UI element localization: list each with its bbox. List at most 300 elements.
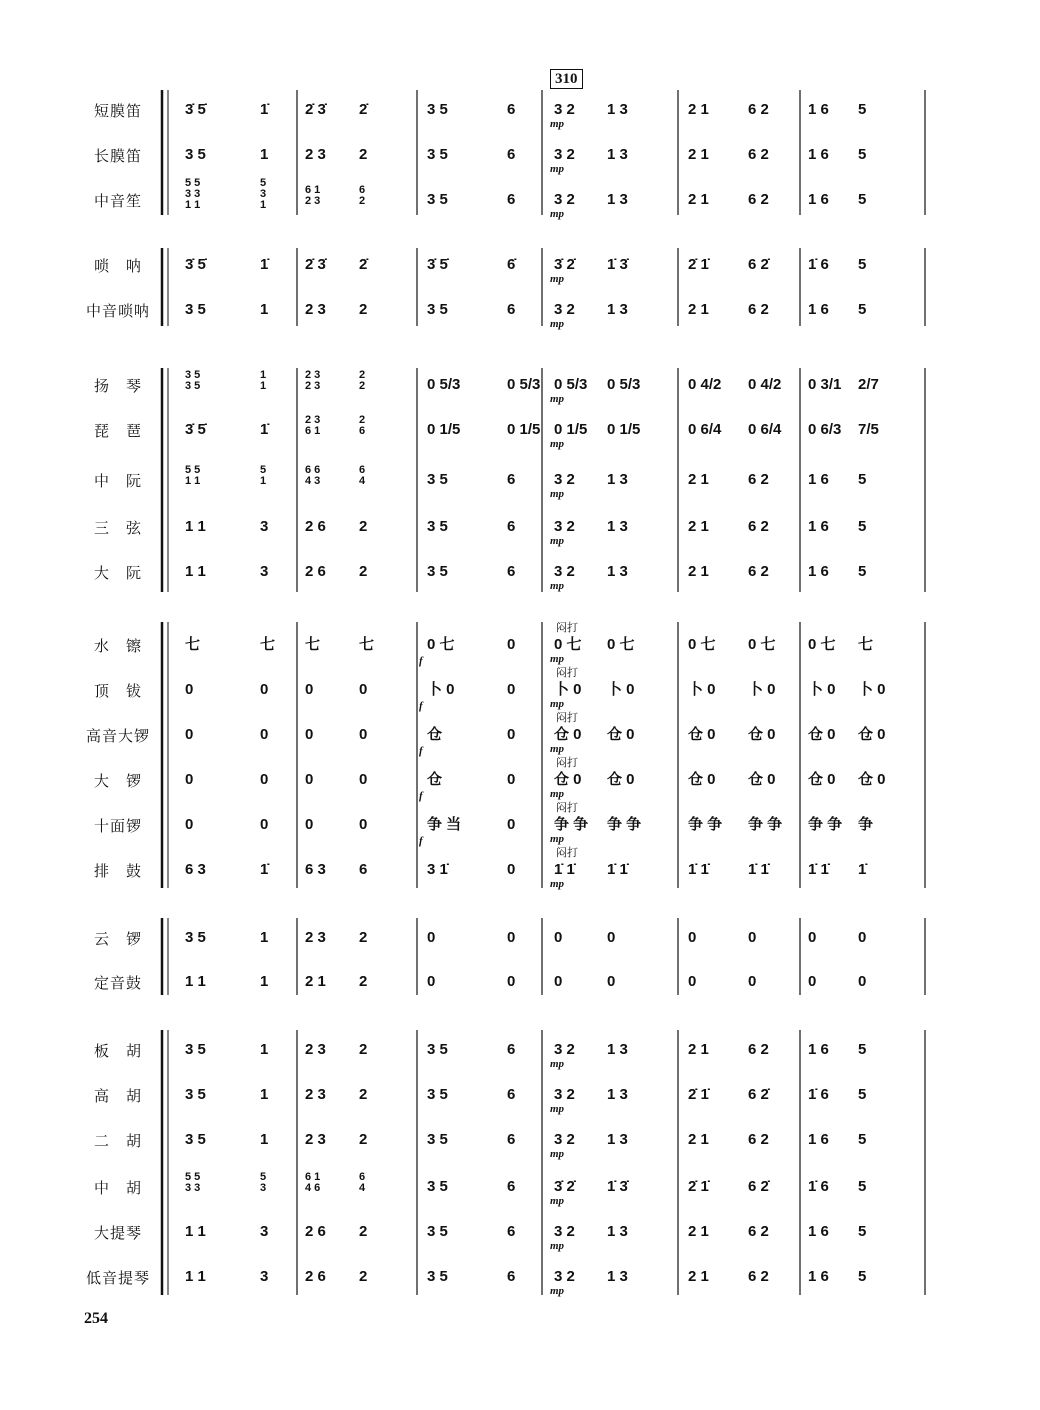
note-cell: 3 2 [554,191,575,208]
note-cell: 1 [260,929,269,946]
instrument-label: 十面锣 [93,817,142,835]
rehearsal-mark: 310 [550,69,583,89]
note-cell: 0 [305,816,314,833]
dynamic-mp: mp [550,1240,565,1252]
note-cell: 2 [359,1223,368,1240]
dynamic-mp: mp [550,1148,565,1160]
note-cell: 6 2 [748,1131,769,1148]
note-cell: 2 [359,1041,368,1058]
instrument-label: 大提琴 [93,1224,142,1242]
note-cell: 仓 0 [554,726,582,743]
note-cell: 0 [808,929,817,946]
note-cell: 2 3 [305,1086,326,1103]
note-cell: 1̇ 3̇ [607,1178,628,1195]
dynamic-f: f [419,655,423,667]
note-cell: 1 3 [607,1041,628,1058]
note-cell: 0 [554,929,563,946]
note-cell: 5 [858,301,867,318]
note-cell: 2 6 [359,414,366,437]
note-cell: 争 争 [808,816,843,833]
note-cell: 0 [305,726,314,743]
note-cell: 0 [507,929,516,946]
note-cell: 0 [305,771,314,788]
note-cell: 3̇ 2̇ [554,256,575,273]
note-cell: 0 1/5 [607,421,641,438]
note-cell: 5 [858,471,867,488]
note-cell: 3 5 [427,101,448,118]
note-cell: 1 6 [808,1131,829,1148]
note-cell: 仓 [427,726,443,743]
instrument-label: 低音提琴 [85,1269,150,1287]
note-cell: 6 [359,861,368,878]
note-cell: 2̇ 1̇ [688,256,709,273]
note-cell: 2 [359,929,368,946]
note-cell: 1̇ 1̇ [688,861,709,878]
note-cell: 1 6 [808,1223,829,1240]
note-cell: 3 5 [427,1223,448,1240]
note-cell: 1̇ [260,101,269,118]
note-cell: 争 争 [748,816,783,833]
note-cell: 0 5/3 [554,376,588,393]
note-cell: 2 1 [688,518,709,535]
note-cell: 5 5 3 3 [185,1171,201,1194]
note-cell: 仓 [427,771,443,788]
muffled-stroke-label: 闷打 [556,801,578,814]
note-cell: 3 5 [185,1131,206,1148]
note-cell: 6 2 [748,301,769,318]
note-cell: 1 1 [185,563,206,580]
note-cell: 6 1 4 6 [305,1171,321,1194]
note-cell: 3̇ 2̇ [554,1178,575,1195]
note-cell: 1 3 [607,146,628,163]
muffled-stroke-label: 闷打 [556,846,578,859]
note-cell: 1 6 [808,146,829,163]
note-cell: 1 6 [808,101,829,118]
note-cell: 6 2 [359,184,366,207]
note-cell: 3 5 [185,301,206,318]
note-cell: 6 [507,1131,516,1148]
note-cell: 5 [858,1268,867,1285]
note-cell: 1 [260,301,269,318]
note-cell: 5 [858,1178,867,1195]
note-cell: 2 6 [305,518,326,535]
note-cell: 0 4/2 [748,376,782,393]
note-cell: 2 6 [305,1268,326,1285]
dynamic-mp: mp [550,1195,565,1207]
note-cell: 0 6/4 [748,421,782,438]
note-cell: 5 5 3 3 1 1 [185,177,201,211]
note-cell: 卜 0 [858,681,886,698]
note-cell: 0 [507,726,516,743]
note-cell: 0 七 [554,636,582,653]
note-cell: 1 3 [607,301,628,318]
note-cell: 2 1 [688,1041,709,1058]
note-cell: 1 1 [185,1223,206,1240]
instrument-label: 中 胡 [93,1179,142,1197]
note-cell: 6 2 [748,518,769,535]
note-cell: 0 6/3 [808,421,842,438]
note-cell: 6 2̇ [748,1086,769,1103]
note-cell: 3 5 [427,1086,448,1103]
note-cell: 6 [507,518,516,535]
note-cell: 1 [260,1131,269,1148]
instrument-label: 高音大锣 [85,727,150,745]
note-cell: 2 3 [305,1041,326,1058]
note-cell: 2̇ [359,256,368,273]
note-cell: 3 5 [427,471,448,488]
note-cell: 2 [359,518,368,535]
note-cell: 1 6 [808,518,829,535]
note-cell: 3 5 [427,146,448,163]
note-cell: 5 [858,191,867,208]
note-cell: 1 3 [607,191,628,208]
note-cell: 2 1 [688,471,709,488]
dynamic-mp: mp [550,318,565,330]
note-cell: 2 [359,1131,368,1148]
note-cell: 2 [359,301,368,318]
note-cell: 仓 0 [607,771,635,788]
note-cell: 0 [507,861,516,878]
note-cell: 6 2 [748,471,769,488]
note-cell: 1 3 [607,1268,628,1285]
note-cell: 0 [359,681,368,698]
note-cell: 5 3 [260,1171,267,1194]
dynamic-mp: mp [550,788,565,800]
dynamic-f: f [419,835,423,847]
note-cell: 1̇ 1̇ [748,861,769,878]
note-cell: 七 [858,636,874,653]
note-cell: 6 [507,471,516,488]
note-cell: 0 七 [427,636,455,653]
note-cell: 3 2 [554,518,575,535]
note-cell: 2 1 [305,973,326,990]
note-cell: 2 [359,563,368,580]
note-cell: 3 2 [554,1223,575,1240]
note-cell: 3̇ 5̇ [185,421,206,438]
note-cell: 1 [260,973,269,990]
note-cell: 6 4 [359,464,366,487]
note-cell: 0 [260,681,269,698]
note-cell: 1 3 [607,101,628,118]
note-cell: 1̇ 1̇ [808,861,829,878]
dynamic-mp: mp [550,163,565,175]
instrument-label: 排 鼓 [93,862,142,880]
note-cell: 0 [359,816,368,833]
note-cell: 3 5 [427,563,448,580]
instrument-label: 定音鼓 [93,974,142,992]
note-cell: 3 2 [554,146,575,163]
note-cell: 3 [260,563,269,580]
note-cell: 3 2 [554,1041,575,1058]
note-cell: 1 1 [260,369,267,392]
note-cell: 0 [607,929,616,946]
note-cell: 6 [507,1086,516,1103]
note-cell: 卜 0 [607,681,635,698]
instrument-label: 中音唢呐 [85,302,150,320]
note-cell: 2 [359,1268,368,1285]
note-cell: 2 1 [688,1131,709,1148]
instrument-label: 大 锣 [93,772,142,790]
note-cell: 争 当 [427,816,462,833]
note-cell: 5 [858,518,867,535]
note-cell: 0 [305,681,314,698]
note-cell: 0 [748,973,757,990]
note-cell: 0 [260,816,269,833]
muffled-stroke-label: 闷打 [556,666,578,679]
note-cell: 卜 0 [554,681,582,698]
dynamic-mp: mp [550,118,565,130]
instrument-label: 扬 琴 [93,377,142,395]
note-cell: 1 6 [808,191,829,208]
note-cell: 3 5 [185,1086,206,1103]
note-cell: 0 [507,973,516,990]
note-cell: 3 2 [554,301,575,318]
note-cell: 0 1/5 [554,421,588,438]
note-cell: 1 1 [185,1268,206,1285]
note-cell: 仓 0 [554,771,582,788]
note-cell: 2 3 [305,301,326,318]
note-cell: 0 [185,681,194,698]
note-cell: 3 [260,518,269,535]
note-cell: 卜 0 [688,681,716,698]
note-cell: 3̇ 5̇ [185,101,206,118]
note-cell: 1 [260,146,269,163]
note-cell: 3 5 [427,518,448,535]
note-cell: 6 [507,1223,516,1240]
note-cell: 3 5 [427,191,448,208]
note-cell: 5 [858,1086,867,1103]
note-cell: 2 3 [305,1131,326,1148]
note-cell: 1 6 [808,471,829,488]
note-cell: 6 [507,191,516,208]
dynamic-mp: mp [550,698,565,710]
note-cell: 0 [359,771,368,788]
note-cell: 1̇ [858,861,867,878]
note-cell: 0 5/3 [427,376,461,393]
note-cell: 6 2 [748,101,769,118]
note-cell: 2/7 [858,376,879,393]
note-cell: 2 1 [688,301,709,318]
note-cell: 5 1 [260,464,267,487]
note-cell: 0 [607,973,616,990]
note-cell: 0 [185,771,194,788]
dynamic-mp: mp [550,833,565,845]
note-cell: 卜 0 [808,681,836,698]
note-cell: 0 [260,726,269,743]
dynamic-mp: mp [550,1058,565,1070]
note-cell: 6 2 [748,191,769,208]
note-cell: 1̇ [260,861,269,878]
note-cell: 1 [260,1041,269,1058]
note-cell: 0 [808,973,817,990]
note-cell: 1 6 [808,1268,829,1285]
instrument-label: 唢 呐 [93,257,142,275]
note-cell: 1 3 [607,563,628,580]
note-cell: 0 [554,973,563,990]
note-cell: 5 [858,1041,867,1058]
note-cell: 1̇ 6 [808,1086,829,1103]
note-cell: 0 [507,771,516,788]
instrument-label: 二 胡 [93,1132,142,1150]
note-cell: 6 [507,563,516,580]
muffled-stroke-label: 闷打 [556,756,578,769]
note-cell: 2 [359,973,368,990]
note-cell: 2 3 6 1 [305,414,321,437]
dynamic-f: f [419,790,423,802]
dynamic-f: f [419,700,423,712]
note-cell: 5 [858,1223,867,1240]
note-cell: 0 5/3 [607,376,641,393]
note-cell: 2 3 2 3 [305,369,321,392]
note-cell: 七 [359,636,375,653]
note-cell: 3 2 [554,1086,575,1103]
instrument-label: 三 弦 [93,519,142,537]
note-cell: 0 [185,726,194,743]
note-cell: 3 5 [427,1131,448,1148]
note-cell: 5 [858,146,867,163]
note-cell: 1̇ [260,256,269,273]
note-cell: 2 6 [305,563,326,580]
note-cell: 2̇ 1̇ [688,1086,709,1103]
note-cell: 0 七 [607,636,635,653]
note-cell: 3 2 [554,1268,575,1285]
note-cell: 0 [260,771,269,788]
note-cell: 6 2 [748,1223,769,1240]
note-cell: 6 2̇ [748,256,769,273]
note-cell: 0 3/1 [808,376,842,393]
note-cell: 3̇ 5̇ [185,256,206,273]
note-cell: 0 [427,929,436,946]
dynamic-mp: mp [550,273,565,285]
note-cell: 1̇ 6 [808,1178,829,1195]
note-cell: 3 2 [554,101,575,118]
note-cell: 1 1 [185,973,206,990]
note-cell: 6 4 [359,1171,366,1194]
note-cell: 卜 0 [748,681,776,698]
note-cell: 2 1 [688,1268,709,1285]
note-cell: 6 [507,301,516,318]
note-cell: 1̇ 1̇ [607,861,628,878]
note-cell: 仓 0 [688,771,716,788]
note-cell: 0 6/4 [688,421,722,438]
note-cell: 2̇ 1̇ [688,1178,709,1195]
note-cell: 1̇ 1̇ [554,861,575,878]
dynamic-mp: mp [550,653,565,665]
muffled-stroke-label: 闷打 [556,621,578,634]
note-cell: 0 七 [748,636,776,653]
note-cell: 1 [260,1086,269,1103]
note-cell: 0 [359,726,368,743]
note-cell: 6 2 [748,1268,769,1285]
note-cell: 0 [688,973,697,990]
instrument-label: 短膜笛 [93,102,142,120]
instrument-label: 大 阮 [93,564,142,582]
note-cell: 6 [507,1041,516,1058]
note-cell: 1 3 [607,518,628,535]
note-cell: 0 [748,929,757,946]
instrument-label: 琵 琶 [93,422,142,440]
note-cell: 3 5 [427,1178,448,1195]
note-cell: 争 [858,816,874,833]
note-cell: 2 3 [305,146,326,163]
note-cell: 2 1 [688,563,709,580]
note-cell: 2 1 [688,146,709,163]
dynamic-mp: mp [550,393,565,405]
note-cell: 仓 0 [858,726,886,743]
dynamic-mp: mp [550,208,565,220]
instrument-label: 中 阮 [93,472,142,490]
instrument-label: 水 镲 [93,637,142,655]
note-cell: 2 2 [359,369,366,392]
note-cell: 3 5 [427,1041,448,1058]
note-cell: 1 1 [185,518,206,535]
dynamic-mp: mp [550,438,565,450]
note-cell: 1̇ [260,421,269,438]
note-cell: 七 [185,636,201,653]
note-cell: 2̇ [359,101,368,118]
note-cell: 1̇ 3̇ [607,256,628,273]
note-cell: 2̇ 3̇ [305,256,326,273]
note-cell: 1 3 [607,471,628,488]
note-cell: 3 5 3 5 [185,369,201,392]
note-cell: 0 1/5 [507,421,541,438]
note-cell: 卜 0 [427,681,455,698]
instrument-label: 中音笙 [93,192,142,210]
note-cell: 仓 0 [688,726,716,743]
note-cell: 5 5 1 1 [185,464,201,487]
instrument-label: 长膜笛 [93,147,142,165]
note-cell: 6 6 4 3 [305,464,321,487]
note-cell: 2 6 [305,1223,326,1240]
note-cell: 5 [858,256,867,273]
note-cell: 七 [305,636,321,653]
note-cell: 6 [507,1178,516,1195]
note-cell: 5 3 1 [260,177,267,211]
note-cell: 5 [858,1131,867,1148]
note-cell: 2 1 [688,101,709,118]
note-cell: 3 5 [185,929,206,946]
instrument-label: 高 胡 [93,1087,142,1105]
note-cell: 1 3 [607,1131,628,1148]
note-cell: 3 2 [554,563,575,580]
note-cell: 6 2 [748,1041,769,1058]
note-cell: 3 [260,1223,269,1240]
note-cell: 0 [507,816,516,833]
note-cell: 6 [507,101,516,118]
note-cell: 0 [688,929,697,946]
note-cell: 6 2 [748,146,769,163]
note-cell: 2 3 [305,929,326,946]
note-cell: 3 2 [554,471,575,488]
note-cell: 6 [507,146,516,163]
note-cell: 仓 0 [607,726,635,743]
note-cell: 3 1̇ [427,861,448,878]
note-cell: 1 3 [607,1223,628,1240]
note-cell: 2 1 [688,191,709,208]
note-cell: 2̇ 3̇ [305,101,326,118]
dynamic-mp: mp [550,1103,565,1115]
note-cell: 0 1/5 [427,421,461,438]
dynamic-mp: mp [550,488,565,500]
note-cell: 争 争 [554,816,589,833]
note-cell: 3 2 [554,1131,575,1148]
note-cell: 0 [858,973,867,990]
note-cell: 2 [359,1086,368,1103]
note-cell: 仓 0 [808,726,836,743]
note-cell: 0 七 [808,636,836,653]
note-cell: 0 [185,816,194,833]
note-cell: 3 5 [427,301,448,318]
